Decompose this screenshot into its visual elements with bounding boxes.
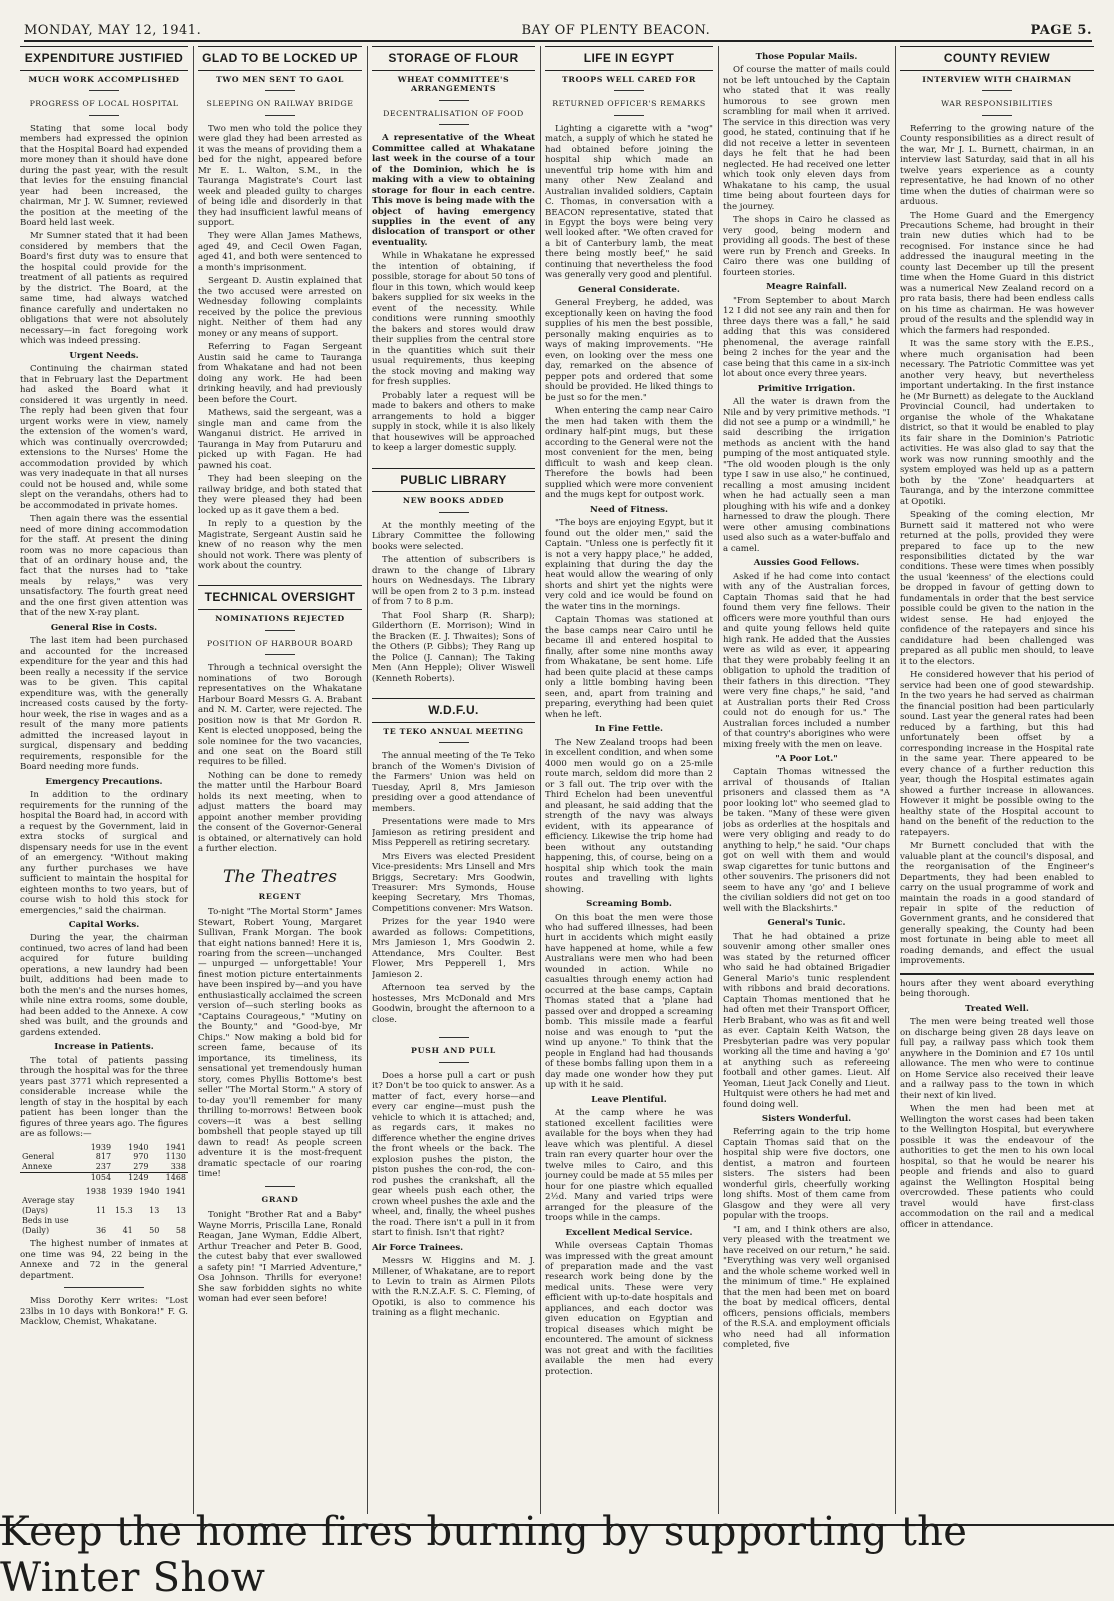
paragraph: While in Whakatane he expressed the intention of obtaining, if possible, storage for about 50 tons of flour in this town, which would keep bakers supplied for six weeks in the event of the necessity. While conditions were running smoothly the bakers and stores would draw their supplies from the central store in the quantities which suit their usual requirements, thus keeping the stock moving and making way for fresh supplies. <box>372 251 535 388</box>
theatre-name: REGENT <box>258 891 302 901</box>
paragraph: That he had obtained a prize souvenir among other smaller ones was stated by the returned officer who said he had obtained Brigadier General Mario's tunic resplendent with ribbons and braid decorations. Captain Thomas mentioned that he had often met their Transport Officer, Herb Brabant, who was as fit and well as ever. Captain Keith Watson, the Presbyterian padre was very popular working all the time and having a 'go' at anything such as refereeing football and other games. Lieut. Alf Yeoman, Lieut Jack Conelly and Lieut. Hultquist were others he had met and found doing well. <box>723 931 890 1110</box>
paragraph: Tonight "Brother Rat and a Baby" Wayne Morris, Priscilla Lane, Ronald Reagan, Jane Wyman, Eddie Albert, Arthur Treacher and Peter B. Good, the cutest baby that ever swallowed a safety pin! "I Married Adventure," Osa Johnson. Thrills for everyone! She saw forbidden sights no white woman had ever seen before! <box>198 1210 362 1305</box>
paragraph: They were Allan James Mathews, aged 49, and Cecil Owen Fagan, aged 41, and both were sentenced to a month's imprisonment. <box>198 231 362 273</box>
paragraph: They had been sleeping on the railway bridge, and both stated that they were pleased they had been locked up as it gave them a bed. <box>198 474 362 516</box>
paragraph: Sergeant D. Austin explained that the two accused were arrested on Wednesday following complaints received by the police the previous night. Neither of them had any money or any means of support. <box>198 276 362 339</box>
paragraph: That Fool Sharp (R. Sharp); Gilderthorn (E. Morrison); Wind in the Bracken (E. J. Thwaites); Sons of the Others (P. Gibbs); They Rang up the Police (J. Cannan); The Taking Men (Ann Hepple); Oliver Wiswell (Kenneth Roberts). <box>372 610 535 684</box>
paragraph: Probably later a request will be made to bakers and others to make arrangements to hold a bigger supply in stock, while it is also likely that housewives will be approached to keep a larger domestic supply. <box>372 390 535 454</box>
paragraph: Captain Thomas witnessed the arrival of thousands of Italian prisoners and classed them as "A poor looking lot" who seemed glad to be taken. "Many of these were given jobs as orderlies at the hospitals and were very obliging and ready to do anything to help," he said. "Our chaps got on well with them and would swap cigarettes for tunic buttons and other souvenirs. The prisoners did not seem to have any 'go' and I believe the civilian soldiers did not get on too well with the Blackshirts." <box>723 767 890 914</box>
column-4 <box>545 46 713 1514</box>
column-rule <box>193 46 194 1514</box>
paragraph: The annual meeting of the Te Teko branch of the Women's Division of the Farmers' Union was held on Tuesday, April 8, Mrs Jamieson presiding over a good attendance of members. <box>372 751 535 814</box>
paragraph: To-night "The Mortal Storm" James Stewart, Robert Young, Margaret Sullivan, Frank Morgan. The book that eight nations banned! Here it is, roaring from the screen—unchanged — unpurged — unforgettable! Your finest motion picture entertainments have been inspired by—and you have enthusiastically acclaimed the screen version of—such sterling books as "Captains Courageous," "Mutiny on the Bounty," and "Good-bye, Mr Chips." Now making a bold bid for screen fame, because of its importance, its timeliness, its sensational yet tremendously human story, comes Phyllis Bottome's best seller "The Mortal Storm." A story of to-day you'll remember for many thrilling to-morrows! Between book covers—it was a best selling bombshell that people stayed up till dawn to read! As people screen adventure it is the most-frequent dramatic spectacle of our roaring time! <box>198 907 362 1180</box>
table-row: (Daily) 36 41 50 58 <box>22 1225 186 1235</box>
paragraph: The Home Guard and the Emergency Precautions Scheme, had brought in their train new duties which had to be recognised. For instance since he had addressed the inaugural meeting in the county last December up till the present time when the Home Guard in this district was a numerical New Zealand record on a pro rata basis, there had been endless calls on his time as chairman. He was however proud of the results and the splendid way in which the farmers had responded. <box>900 210 1094 336</box>
paragraph: hours after they went aboard everything being thorough. <box>900 978 1094 1000</box>
article-headline: EXPENDITURE JUSTIFIED <box>20 46 188 71</box>
paragraph: Through a technical oversight the nominations of two Borough representatives on the Whakatane Harbour Board Messrs G. A. Brabant and N. M. Carter, were rejected. The position now is that Mr Gordon R. Kent is elected unopposed, being the sole nominee for the two vacancies, and one seat on the Board still requires to be filled. <box>198 663 362 768</box>
table-row: Annexe 237 279 338 <box>22 1162 186 1172</box>
article-headline: GLAD TO BE LOCKED UP <box>198 46 362 71</box>
paragraph: Referring to the growing nature of the County responsibilities as a direct result of the war, Mr J. L. Burnett, chairman, in an interview last Saturday, said that in all his twelve years experience as a county representative, he had known of no other time when the duties of chairman were so arduous. <box>900 123 1094 208</box>
issue-date: MONDAY, MAY 12, 1941. <box>24 22 202 38</box>
article-headline: PUBLIC LIBRARY <box>372 468 535 493</box>
paragraph: Captain Thomas was stationed at the base camps near Cairo until he became ill and entered hospital to finally, after some nine months away from Whakatane, be sent home. Life had been quite placid at these camps only a little bombing having been seen, and, apart from training and preparing, everything had been quiet when he left. <box>545 615 713 720</box>
paragraph: All the water is drawn from the Nile and by very primitive methods. "I did not see a pump or a windmill," he said describing the irrigation methods as ancient with the hand pumping of the most antiquated style. "The old wooden plough is the only type I saw in use also," he continued, recalling a most amusing incident when he had actually seen a man ploughing with his wife and a donkey harnessed to draw the plough. There were other amusing combinations used also such as a water-buffalo and a camel. <box>723 397 890 554</box>
paragraph: The last item had been purchased and accounted for the increased expenditure for the year and this had been really a necessity if the service was to be given. This capital expenditure was, with the generally increased costs caused by the forty-hour week, the rise in wages and as a result of the many more patients admitted the increased layout in surgical, dispensary and bedding requirements, responsible for the Board needing more funds. <box>20 636 188 773</box>
section-heading: General Considerate. <box>578 284 680 295</box>
section-heading: Leave Plentiful. <box>591 1094 667 1105</box>
footer-banner: Keep the home fires burning by supporting the Winter Show <box>0 1524 1114 1584</box>
article-subhead: INTERVIEW WITH CHAIRMAN <box>922 74 1072 84</box>
page-number: PAGE 5. <box>1030 22 1092 38</box>
section-heading: Meagre Rainfall. <box>766 282 847 293</box>
section-heading: Increase in Patients. <box>54 1042 154 1053</box>
article-kicker: WAR RESPONSIBILITIES <box>941 99 1053 109</box>
paragraph: Prizes for the year 1940 were awarded as follows: Competitions, Mrs Jamieson 1, Mrs Goodwin 2. Attendance, Mrs Coulter. Best Flower, Mrs Pepperell 1, Mrs Jamieson 2. <box>372 917 535 980</box>
article-headline: PUSH AND PULL <box>410 1046 497 1056</box>
paragraph: General Freyberg, he added, was exceptionally keen on having the food supplies of his men the best possible, personally making enquiries as to ways of making improvements. "He even, on looking over the mess one day, remarked on the absence of pepper pots and ordered that some should be provided. He liked things to be just so for the men." <box>545 298 713 403</box>
table-row: (Days) 11 15.3 13 13 <box>22 1206 186 1216</box>
paragraph: Messrs W. Higgins and M. J. Millener, of Whakatane, are to report to Levin to train as Airmen Pilots with the R.N.Z.A.F. S. C. Fleming, of Opotiki, is also to commence his training as a flight mechanic. <box>372 1256 535 1319</box>
article-kicker: PROGRESS OF LOCAL HOSPITAL <box>29 99 179 109</box>
paragraph: Referring to Fagan Sergeant Austin said he came to Tauranga from Whakatane and had not been doing any work. He had been drinking heavily, and had previously been before the Court. <box>198 342 362 405</box>
column-6 <box>900 46 1094 1514</box>
paragraph: The shops in Cairo he classed as very good, being modern and providing all goods. The best of these were run by French and Greeks. In Cairo there was one building of fourteen stories. <box>723 215 890 278</box>
paragraph: Afternoon tea served by the hostesses, Mrs McDonald and Mrs Goodwin, brought the afternoon to a close. <box>372 983 535 1025</box>
column-3 <box>372 46 535 1514</box>
section-heading: Urgent Needs. <box>69 350 139 361</box>
section-heading: Air Force Trainees. <box>372 1242 464 1253</box>
paragraph: Asked if he had come into contact with any of the Australian forces, Captain Thomas said that he had found them very fine fellows. Their officers were more youthful than ours and quite young fellows held quite high rank. He added that the Aussies were as wild as ever, it appearing that they were probably feeling it an obligation to uphold the tradition of their fathers in this direction. "They were very fine chaps," he said, "and at Australian ports their Red Cross could not do enough for us." The Australian forces included a number of that country's aborigines who were mixing freely with the men on leave. <box>723 571 890 750</box>
paragraph: The attention of subscribers is drawn to the change of Library hours on Wednesdays. The Library will be open from 2 to 3 p.m. instead of from 7 to 8 p.m. <box>372 555 535 608</box>
section-heading: Excellent Medical Service. <box>565 1227 693 1238</box>
column-5 <box>723 46 890 1514</box>
paragraph: At the monthly meeting of the Library Committee the following books were selected. <box>372 520 535 552</box>
table-row: Beds in use <box>22 1215 69 1225</box>
article-subhead: TE TEKO ANNUAL MEETING <box>383 726 524 736</box>
column-1 <box>20 46 188 1514</box>
masthead <box>24 20 1092 42</box>
paragraph: In reply to a question by the Magistrate, Sergeant Austin said he knew of no reason why the men should not work. There was plenty of work about the country. <box>198 519 362 571</box>
article-headline: LIFE IN EGYPT <box>545 46 713 71</box>
paragraph: On this boat the men were those who had suffered illnesses, had been hurt in accidents which might easily have happened at home, while a few Australians were men who had been wounded in action. While no casualties through enemy action had occurred at the base camps, Captain Thomas stated that a 'plane had passed over and dropped a screaming bomb. This missile made a fearful noise and was enough to "put the wind up anyone." To think that the people in England had had thousands of these bombs falling upon them in a day made one wonder how they put up with it he said. <box>545 912 713 1091</box>
paragraph: The men were being treated well those on discharge being given 28 days leave on full pay, a railway pass which took them anywhere in the Dominion and £7 10s until allowance. The men who were to continue on Home Service also received their leave and a railway pass to the town in which their next of kin lived. <box>900 1017 1094 1101</box>
article-headline: COUNTY REVIEW <box>900 46 1094 71</box>
article-kicker: POSITION OF HARBOUR BOARD <box>206 638 354 648</box>
section-heading: Capital Works. <box>68 919 140 930</box>
paragraph: Two men who told the police they were glad they had been arrested as it was the means of providing them a bed for the night, appeared before Mr E. L. Walton, S.M., in the Tauranga Magistrate's Court last week and pleaded guilty to charges of being idle and disorderly in that they had insufficient lawful means of support. <box>198 123 362 228</box>
paragraph: Nothing can be done to remedy the matter until the Harbour Board holds its next meeting, when to adjust matters the board may appoint another member providing the consent of the Governor-General is obtained, or alternatively can hold a further election. <box>198 770 362 855</box>
paragraph: Then again there was the essential need of more dining accommodation for the staff. At present the dining room was no more capacious than that of an ordinary house and, the fact that the nurses had to "take meals by relays," was very unsatisfactory. The fourth great need and the one first given attention was that of the new X-ray plant. <box>20 514 188 619</box>
paragraph: Mathews, said the sergeant, was a single man and came from the Wanganui district. He arrived in Tauranga in May from Putaruru and picked up with Fagan. He had pawned his coat. <box>198 408 362 471</box>
column-rule <box>367 46 368 1514</box>
paragraph: Of course the matter of mails could not be left untouched by the Captain who stated that it was really humorous to see grown men scrambling for mail when it arrived. The service in this direction was very good, he stated, continuing that if he did not receive a letter in seventeen days he felt that he had been neglected. He had received one letter which took only eleven days from Whakatane to his camp, the usual time being about fourteen days for the journey. <box>723 65 890 212</box>
paragraph: The total of patients passing through the hospital was for the three years past 3771 which represented a considerable increase while the length of stay in the hospital by each patient has been longer than the figures of three years ago. The figures are as follows:— <box>20 1055 188 1140</box>
paragraph: A representative of the Wheat Committee called at Whakatane last week in the course of a tour of the Dominion, which he is making with a view to obtaining storage for flour in each centre. This move is being made with the object of having emergency supplies in the event of any dislocation of transport or other eventuality. <box>372 133 535 248</box>
article-subhead: WHEAT COMMITTEE'S ARRANGEMENTS <box>397 74 510 94</box>
section-heading: Treated Well. <box>965 1003 1029 1014</box>
paragraph: "From September to about March 12 I did not see any rain and then for three days there was a fall," he said adding that this was considered phenomenal, the average rainfall being 2 inches for the year and the case being that this came in a six-inch lot about once every three years. <box>723 295 890 380</box>
article-subhead: NEW BOOKS ADDED <box>402 496 505 506</box>
section-heading: In Fine Fettle. <box>594 724 664 735</box>
table-row: General 817 970 1130 <box>22 1152 186 1162</box>
article-subhead: TROOPS WELL CARED FOR <box>561 74 696 84</box>
paragraph: He considered however that his period of service had been one of good stewardship. In the two years he had served as chairman the financial position had been particularly sound. Last year the general rates had been reduced by a farthing, but this had unfortunately been offset by a corresponding increase in the Hospital rate in the same year. There appeared to be every chance of a further reduction this year, though the Hospital estimates again showed a further increase in allowances. However it might be possible owing to the healthy state of the Hospital account to hand on the benefit of the reduction to the ratepayers. <box>900 670 1094 838</box>
paragraph: Referring again to the trip home Captain Thomas said that on the hospital ship were five doctors, one dentist, a matron and fourteen sisters. The sisters had been wonderful girls, cheerfully working long shifts. Most of them came from Glasgow and they were all very popular with the troops. <box>723 1127 890 1222</box>
paragraph: Speaking of the coming election, Mr Burnett said it mattered not who were returned at the polls, provided they were prepared to face up to the new responsibilities dictated by the war conditions. These were times when possibly the usual 'keenness' of the elections could be dropped in favour of getting down to fundamentals in order that the best service possible could be given to the nation in the widest sense. He had enjoyed the confidence of the ratepayers and since his candidature had been challenged was prepared as all public men should, to leave it to the electors. <box>900 510 1094 667</box>
paragraph: Presentations were made to Mrs Jamieson as retiring president and Miss Pepperell as retiring secretary. <box>372 817 535 849</box>
paragraph: When entering the camp near Cairo the men had taken with them the ordinary half-pint mugs, but these according to the General were not the most convenient for the men, being difficult to wash and keep clean. Therefore the bowls had been supplied which were more convenient and the mugs kept for outpost work. <box>545 406 713 501</box>
paragraph: The New Zealand troops had been in excellent condition, and when some 4000 men would go on a 25-mile route march, seldom did more than 2 or 3 fall out. The trip over with the Third Echelon had been uneventful and pleasant, he said adding that the strength of the navy was always evident, with its appearance of efficiency. Likewise the trip home had been without any outstanding happening, this, of course, being on a hospital ship which took the main routes and travelling with lights showing. <box>545 737 713 895</box>
paragraph: It was the same story with the E.P.S., where much organisation had been necessary. The Patriotic Committee was yet another very heavy, but nevertheless important undertaking. In the first instance he (Mr Burnett) as delegate to the Auckland Provincial Council, had undertaken to organise the whole of the Whakatane district, so that it would be enabled to play its fair share in the Dominion's Patriotic activities. He was also glad to say that the work was now running smoothly and the system employed was held up as a pattern both by the 'Zone' headquarters at Tauranga, and by the interzone committee at Opotiki. <box>900 339 1094 507</box>
column-2 <box>198 46 362 1514</box>
article-subhead: NOMINATIONS REJECTED <box>215 614 345 624</box>
paragraph: While overseas Captain Thomas was impressed with the great amount of preparation made and the vast research work being done by the medical units. These were very efficient with up-to-date hospitals and appliances, and each doctor was given education on Egyptian and tropical diseases which might be encountered. The amount of sickness was not great and with the facilities available the men had every protection. <box>545 1241 713 1377</box>
section-heading: Need of Fitness. <box>590 504 668 515</box>
paragraph: Mrs Eivers was elected President Vice-presidents: Mrs Linsell and Mrs Briggs, Secretary: Mrs Goodwin, Treasurer: Mrs Symonds, House keeping Secretary, Mrs Thomas, Competitions convener: Mrs Watson. <box>372 851 535 914</box>
article-subhead: MUCH WORK ACCOMPLISHED <box>28 74 180 84</box>
theatres-heading: The Theatres <box>223 866 337 887</box>
paragraph: Mr Sumner stated that it had been considered by members that the Board's first duty was to ensure that the hospital could provide for the treatment of all patients as required by the district. The Board, at the same time, had always watched finance carefully and undertaken no obligations that were not absolutely necessary—in fact foregoing work which was indeed pressing. <box>20 231 188 347</box>
article-headline: STORAGE OF FLOUR <box>372 46 535 71</box>
section-heading: Emergency Precautions. <box>45 776 163 787</box>
paragraph: Stating that some local body members had expressed the opinion that the Hospital Board had expended more money than it should have done during the past year, with the result that levies for the ensuing financial year had been increased, the chairman, Mr J. W. Sumner, reviewed the position at the meeting of the Board held last week. <box>20 123 188 228</box>
paragraph: "I am, and I think others are also, very pleased with the treatment we have received on our return," he said. "Everything was very well organised and the whole scheme worked well in the minimum of time." He explained that the men had been met on board the boat by medical officers, dental officers, pensions officials, members of the R.S.A. and employment officials who need had all information completed, five <box>723 1224 890 1351</box>
column-rule <box>718 46 719 1514</box>
section-heading: General Rise in Costs. <box>50 622 158 633</box>
paragraph: When the men had been met at Wellington the worst cases had been taken to the Wellington Hospital, but everywhere possible it was the endeavour of the authorities to get the men to his own local hospital, so that he would be nearer his people and friends and also to guard against the Wellington Hospital being overcrowded. These patients who could travel would have first-class accommodation on the rail and a medical officer in attendance. <box>900 1104 1094 1230</box>
table-row: 1054 1249 1468 <box>20 1172 188 1182</box>
paragraph: At the camp where he was stationed excellent facilities were available for the boys when they had leave which was plentiful. A diesel train ran every quarter hour over the twelve miles to Cairo, and this journey could be made at 55 miles per hour for one piastre which equalled 2½d. Many and varied trips were arranged for the pleasure of the troops while in the camps. <box>545 1108 713 1224</box>
paragraph: During the year, the chairman continued, two acres of land had been acquired for future building operations, a new laundry had been built, additions had been made to both the men's and the nurses homes, while nine extra rooms, some double, had been added to the Annexe. A cow shed was built, and the grounds and gardens extended. <box>20 933 188 1038</box>
paragraph: Continuing the chairman stated that in February last the Department had asked the Board what it considered it was urgently in need. The reply had been given that four urgent works were in view, namely the extension of the women's ward, which was continually overcrowded; extensions to the Nurses' Home the accommodation provided by which was very inadequate in that all nurses could not be housed and, while some slept on the verandahs, others had to be accommodated in private homes. <box>20 364 188 511</box>
section-heading: Screaming Bomb. <box>586 899 672 910</box>
table-row: Average stay <box>22 1196 75 1206</box>
patients-table: 1939 1940 1941 General 817 970 1130 Annexe 237 279 338 1054 1249 1468 <box>22 1142 186 1182</box>
stay-table: 1938 1939 1940 1941 Average stay (Days) 11 15.3 13 13 Beds in use (Daily) 36 41 50 58 <box>22 1186 186 1235</box>
section-heading: "A Poor Lot." <box>775 754 838 764</box>
section-heading: Primitive Irrigation. <box>757 383 856 394</box>
article-kicker: DECENTRALISATION OF FOOD <box>383 108 524 118</box>
classified-ad: Miss Dorothy Kerr writes: "Lost 23lbs in 10 days with Bonkora!" F. G. Macklow, Chemist, Whakatane. <box>20 1296 188 1328</box>
section-heading: General's Tunic. <box>767 918 846 929</box>
article-kicker: SLEEPING ON RAILWAY BRIDGE <box>206 99 354 109</box>
article-kicker: RETURNED OFFICER'S REMARKS <box>552 99 706 109</box>
paragraph: Lighting a cigarette with a "wog" match, a supply of which he stated he had obtained before joining the hospital ship which made an uneventful trip home with him and many other New Zealand and Australian invalided soldiers, Captain C. Thomas, in conversation with a BEACON representative, stated that in Egypt the boys were being very well looked after. "We often craved for a bit of Canterbury lamb, the meat there being mostly beef," he said continuing that nevertheless the food was generally very good and plentiful. <box>545 123 713 281</box>
paragraph: Does a horse pull a cart or push it? Don't be too quick to answer. As a matter of fact, every horse—and every car engine—must push the vehicle to which it is attached; and, as regards cars, it makes no difference whether the engine drives the front wheels or the back. The explosion pushes the piston, the piston pushes the con-rod, the con-rod pushes the crankshaft, all the gear wheels push each other, the crown wheel pushes the axle and the wheel, and, finally, the wheel pushes the road. There isn't a pull in it from start to finish. Isn't that right? <box>372 1070 535 1239</box>
article-subhead: TWO MEN SENT TO GAOL <box>216 74 344 84</box>
section-heading: Sisters Wonderful. <box>761 1113 852 1124</box>
paragraph: "The boys are enjoying Egypt, but it found out the older men," said the Captain. "Unless one is perfectly fit it is not a very happy place," he added, explaining that during the day the heat would allow the wearing of only shorts and shirt yet the nights were very cold and ice would be found on the water tins in the mornings. <box>545 518 713 612</box>
section-heading: Aussies Good Fellows. <box>753 558 860 569</box>
article-headline: TECHNICAL OVERSIGHT <box>198 585 362 610</box>
column-rule <box>540 46 541 1514</box>
section-heading: Those Popular Mails. <box>755 52 858 62</box>
paragraph: Mr Burnett concluded that with the valuable plant at the council's disposal, and the reorganisation of the Engineer's Departments, they had been enabled to carry on the usual programme of work and maintain the roads in a good standard of repair in spite of the reduction of Government grants, and he considered that generally speaking, the County had been most fortunate in being able to meet all roading demands, and effect the usual improvements. <box>900 841 1094 967</box>
paper-name: BAY OF PLENTY BEACON. <box>521 22 711 38</box>
article-headline: W.D.F.U. <box>372 698 535 723</box>
paragraph: The highest number of inmates at one time was 94, 22 being in the Annexe and 72 in the general department. <box>20 1239 188 1281</box>
theatre-name: GRAND <box>261 1194 299 1204</box>
column-rule <box>895 46 896 1514</box>
paragraph: In addition to the ordinary requirements for the running of the hospital the Board had, in accord with a request by the Government, laid in extra stocks of surgical and dispensary needs for use in the event of an emergency. "Without making any further purchases we have sufficient to maintain the hospital for eighteen months to two years, but of course wish to hold this stock for emergencies," said the chairman. <box>20 790 188 916</box>
